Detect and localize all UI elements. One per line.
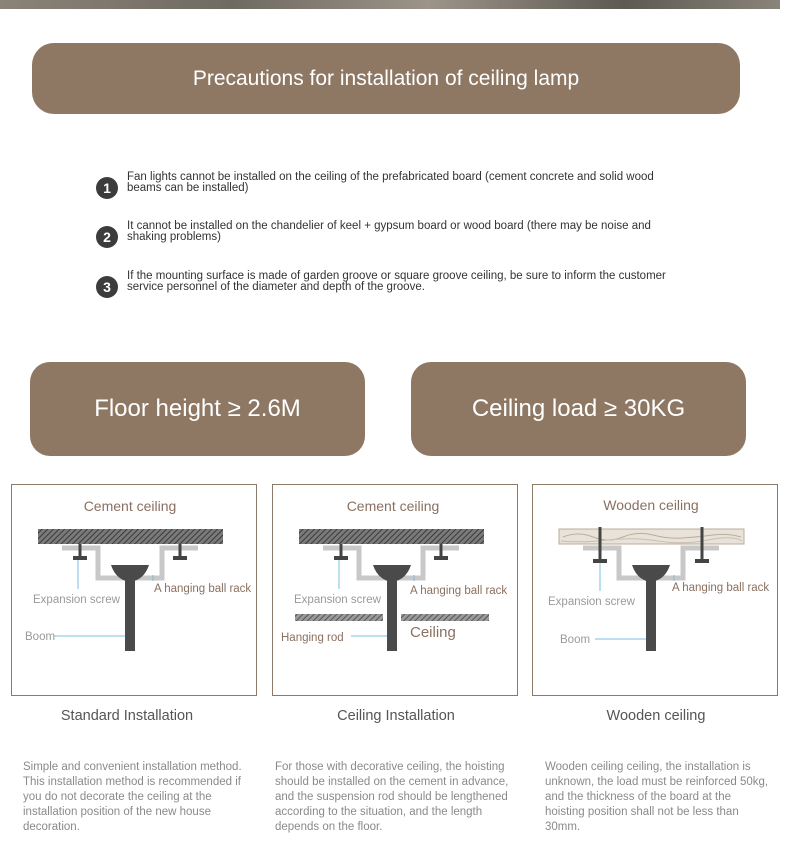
panel-heading: Cement ceiling <box>346 498 440 514</box>
list-item <box>96 172 696 199</box>
panel-heading: Wooden ceiling <box>603 497 699 513</box>
standard-installation-diagram <box>12 485 258 697</box>
label-ball-rack: A hanging ball rack <box>410 585 508 597</box>
description-ceiling: For those with decorative ceiling, the hoisting should be installed on the cement in advance, and the suspension rod should be lengthened according to the situation, and the length depends on the floor. <box>275 761 509 833</box>
list-item <box>96 271 696 298</box>
screw-left-head <box>334 556 348 560</box>
screw-right-head <box>434 556 448 560</box>
screw-left-head <box>73 556 87 560</box>
label-ceiling: Ceiling <box>410 624 456 641</box>
ceiling-board-right <box>401 614 489 621</box>
number-badge: 3 <box>96 276 118 298</box>
diagram-panel-ceiling <box>272 484 518 696</box>
panel-heading: Cement ceiling <box>83 498 177 514</box>
page-title: Precautions for installation of ceiling lamp <box>32 43 740 114</box>
screw-right-head <box>695 559 709 563</box>
caption-standard: Standard Installation <box>60 708 194 724</box>
label-expansion-screw: Expansion screw <box>548 596 635 608</box>
cement-slab <box>38 529 223 544</box>
boom-rod <box>125 580 135 651</box>
label-boom: Boom <box>25 631 56 643</box>
precaution-text: Fan lights cannot be installed on the ceiling of the prefabricated board (cement concrete and solid wood beams can be installed) <box>127 171 654 194</box>
number-badge: 1 <box>96 177 118 199</box>
precaution-text: It cannot be installed on the chandelier of keel + gypsum board or wood board (there may be noise and shaking problems) <box>127 220 651 243</box>
label-expansion-screw: Expansion screw <box>33 594 120 606</box>
precaution-text: If the mounting surface is made of garden groove or square groove ceiling, be sure to inform the customer service personnel of the diameter and depth of the groove. <box>127 270 666 293</box>
caption-wooden: Wooden ceiling <box>606 708 706 724</box>
label-ball-rack: A hanging ball rack <box>154 583 252 595</box>
wooden-ceiling-diagram <box>533 485 779 697</box>
hanging-rod <box>387 580 397 651</box>
ceiling-load-badge: Ceiling load ≥ 30KG <box>411 362 746 456</box>
diagram-panel-wooden <box>532 484 778 696</box>
description-wooden: Wooden ceiling ceiling, the installation is unknown, the load must be reinforced 50kg, and the thickness of the board at the hoisting position shall not be less than 30mm. <box>545 761 769 833</box>
ceiling-board-left <box>295 614 383 621</box>
screw-right-head <box>173 556 187 560</box>
label-ball-rack: A hanging ball rack <box>672 582 770 594</box>
label-boom: Boom <box>560 634 591 646</box>
top-photo-strip <box>0 0 780 9</box>
screw-left-head <box>593 559 607 563</box>
description-standard: Simple and convenient installation method. This installation method is recommended if you do not decorate the ceiling at the installation position of the new house decoration. <box>23 761 242 833</box>
label-hanging-rod: Hanging rod <box>281 632 344 644</box>
diagram-panel-standard <box>11 484 257 696</box>
list-item <box>96 221 696 248</box>
number-badge: 2 <box>96 226 118 248</box>
caption-ceiling: Ceiling Installation <box>337 708 455 724</box>
label-expansion-screw: Expansion screw <box>294 594 381 606</box>
boom-rod <box>646 580 656 651</box>
floor-height-badge: Floor height ≥ 2.6M <box>30 362 365 456</box>
ceiling-installation-diagram <box>273 485 519 697</box>
cement-slab <box>299 529 484 544</box>
